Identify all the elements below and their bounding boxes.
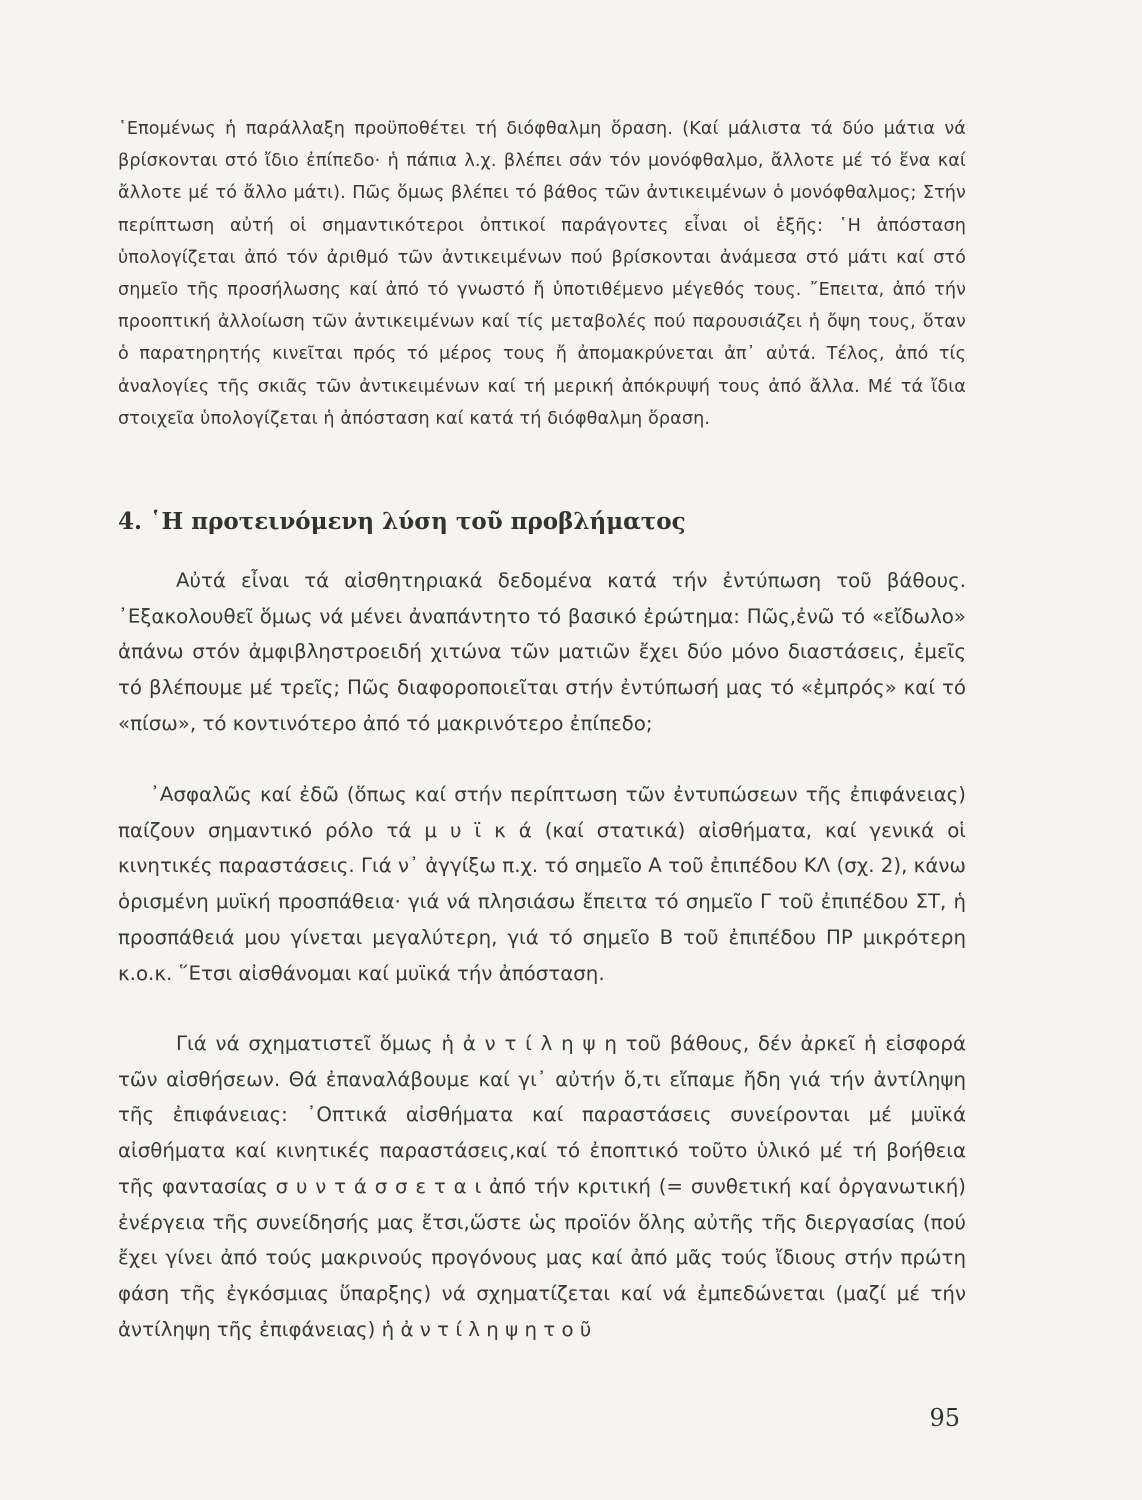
paragraph-2-text: Αὐτά εἶναι τά αἰσθητηριακά δεδομένα κατά τήν ἐντύπωση τοῦ βάθους. ᾽Εξακολουθεῖ ὅμως νά μένει ἀναπάντητο τό βασικό ἐρώτημα: Πῶς,ἐνῶ τό «εἴδωλο» ἀπάνω στόν ἀμφιβληστροειδή χιτώνα τῶν ματιῶν ἔχει δύο μόνο διαστάσεις, ἐμεῖς τό βλέπουμε μέ τρεῖς; Πῶς διαφοροποιεῖται στήν ἐντύπωσή μας τό «ἐμπρός» καί τό «πίσω», τό κοντινότερο ἀπό τό μακρινότερο ἐπίπεδο; [118, 569, 966, 735]
body-paragraph-4 [118, 1026, 966, 1347]
body-paragraph-2 [118, 563, 966, 742]
page-number: 95 [929, 1404, 960, 1432]
body-paragraph-3 [118, 777, 966, 991]
section-heading: 4. ῾Η προτεινόμενη λύση τοῦ προβλήματος [118, 508, 686, 535]
intro-paragraph: ῾Επομένως ἡ παράλλαξη προϋποθέτει τή διόφθαλμη ὅραση. (Καί μάλιστα τά δύο μάτια νά βρίσκονται στό ἴδιο ἐπίπεδο· ἡ πάπια λ.χ. βλέπει σάν τόν μονόφθαλμο, ἄλλοτε μέ τό ἕνα καί ἄλλοτε μέ τό ἄλλο μάτι). Πῶς ὅμως βλέπει τό βάθος τῶν ἀντικειμένων ὁ μονόφθαλμος; Στήν περίπτωση αὐτή οἱ σημαντικότεροι ὀπτικοί παράγοντες εἶναι οἱ ἑξῆς: ῾Η ἀπόσταση ὑπολογίζεται ἀπό τόν ἀριθμό τῶν ἀντικειμένων πού βρίσκονται ἀνάμεσα στό μάτι καί στό σημεῖο τῆς προσήλωσης καί ἀπό τό γνωστό ἤ ὑποτιθέμενο μέγεθός τους. ῎Επειτα, ἀπό τήν προοπτική ἀλλοίωση τῶν ἀντικειμένων καί τίς μεταβολές πού παρουσιάζει ἡ ὄψη τους, ὅταν ὁ παρατηρητής κινεῖται πρός τό μέρος τους ἤ ἀπομακρύνεται ἀπ᾽ αὐτά. Τέλος, ἀπό τίς ἀναλογίες τῆς σκιᾶς τῶν ἀντικειμένων καί τή μερική ἀπόκρυψή τους ἀπό ἄλλα. Μέ τά ἴδια στοιχεῖα ὑπολογίζεται ἡ ἀπόσταση καί κατά τή διόφθαλμη ὅραση. [118, 119, 966, 429]
paragraph-3-text: ᾽Ασφαλῶς καί ἐδῶ (ὅπως καί στήν περίπτωση τῶν ἐντυπώσεων τῆς ἐπιφάνειας) παίζουν σημαντικό ρόλο τά μ υ ϊ κ ά (καί στατικά) αἰσθήματα, καί γενικά οἱ κινητικές παραστάσεις. Γιά ν᾽ ἀγγίξω π.χ. τό σημεῖο Α τοῦ ἐπιπέδου ΚΛ (σχ. 2), κάνω ὁρισμένη μυϊκή προσπάθεια· γιά νά πλησιάσω ἔπειτα τό σημεῖο Γ τοῦ ἐπιπέδου ΣΤ, ἡ προσπάθειά μου γίνεται μεγαλύτερη, γιά τό σημεῖο Β τοῦ ἐπιπέδου ΠΡ μικρότερη κ.ο.κ. ῞Ετσι αἰσθάνομαι καί μυϊκά τήν ἀπόσταση. [118, 783, 966, 985]
paragraph-4-text: Γιά νά σχηματιστεῖ ὅμως ἡ ἀ ν τ ί λ η ψ η τοῦ βάθους, δέν ἀρκεῖ ἡ εἰσφορά τῶν αἰσθήσεων. Θά ἐπαναλάβουμε καί γι᾽ αὐτήν ὅ,τι εἴπαμε ἤδη γιά τήν ἀντίληψη τῆς ἐπιφάνειας: ᾽Οπτικά αἰσθήματα καί παραστάσεις συνείρονται μέ μυϊκά αἰσθήματα καί κινητικές παραστάσεις,καί τό ἐποπτικό τοῦτο ὑλικό μέ τή βοήθεια τῆς φαντασίας σ υ ν τ ά σ σ ε τ α ι ἀπό τήν κριτική (= συνθετική καί ὀργανωτική) ἐνέργεια τῆς συνείδησής μας ἔτσι,ὥστε ὡς προϊόν ὅλης αὐτῆς τῆς διεργασίας (πού ἔχει γίνει ἀπό τούς μακρινούς προγόνους μας καί ἀπό μᾶς τούς ἴδιους στήν πρώτη φάση τῆς ἐγκόσμιας ὕπαρξης) νά σχηματίζεται καί νά ἐμπεδώνεται (μαζί μέ τήν ἀντίληψη τῆς ἐπιφάνειας) ἡ ἀ ν τ ί λ η ψ η τ ο ῦ [118, 1032, 966, 1341]
